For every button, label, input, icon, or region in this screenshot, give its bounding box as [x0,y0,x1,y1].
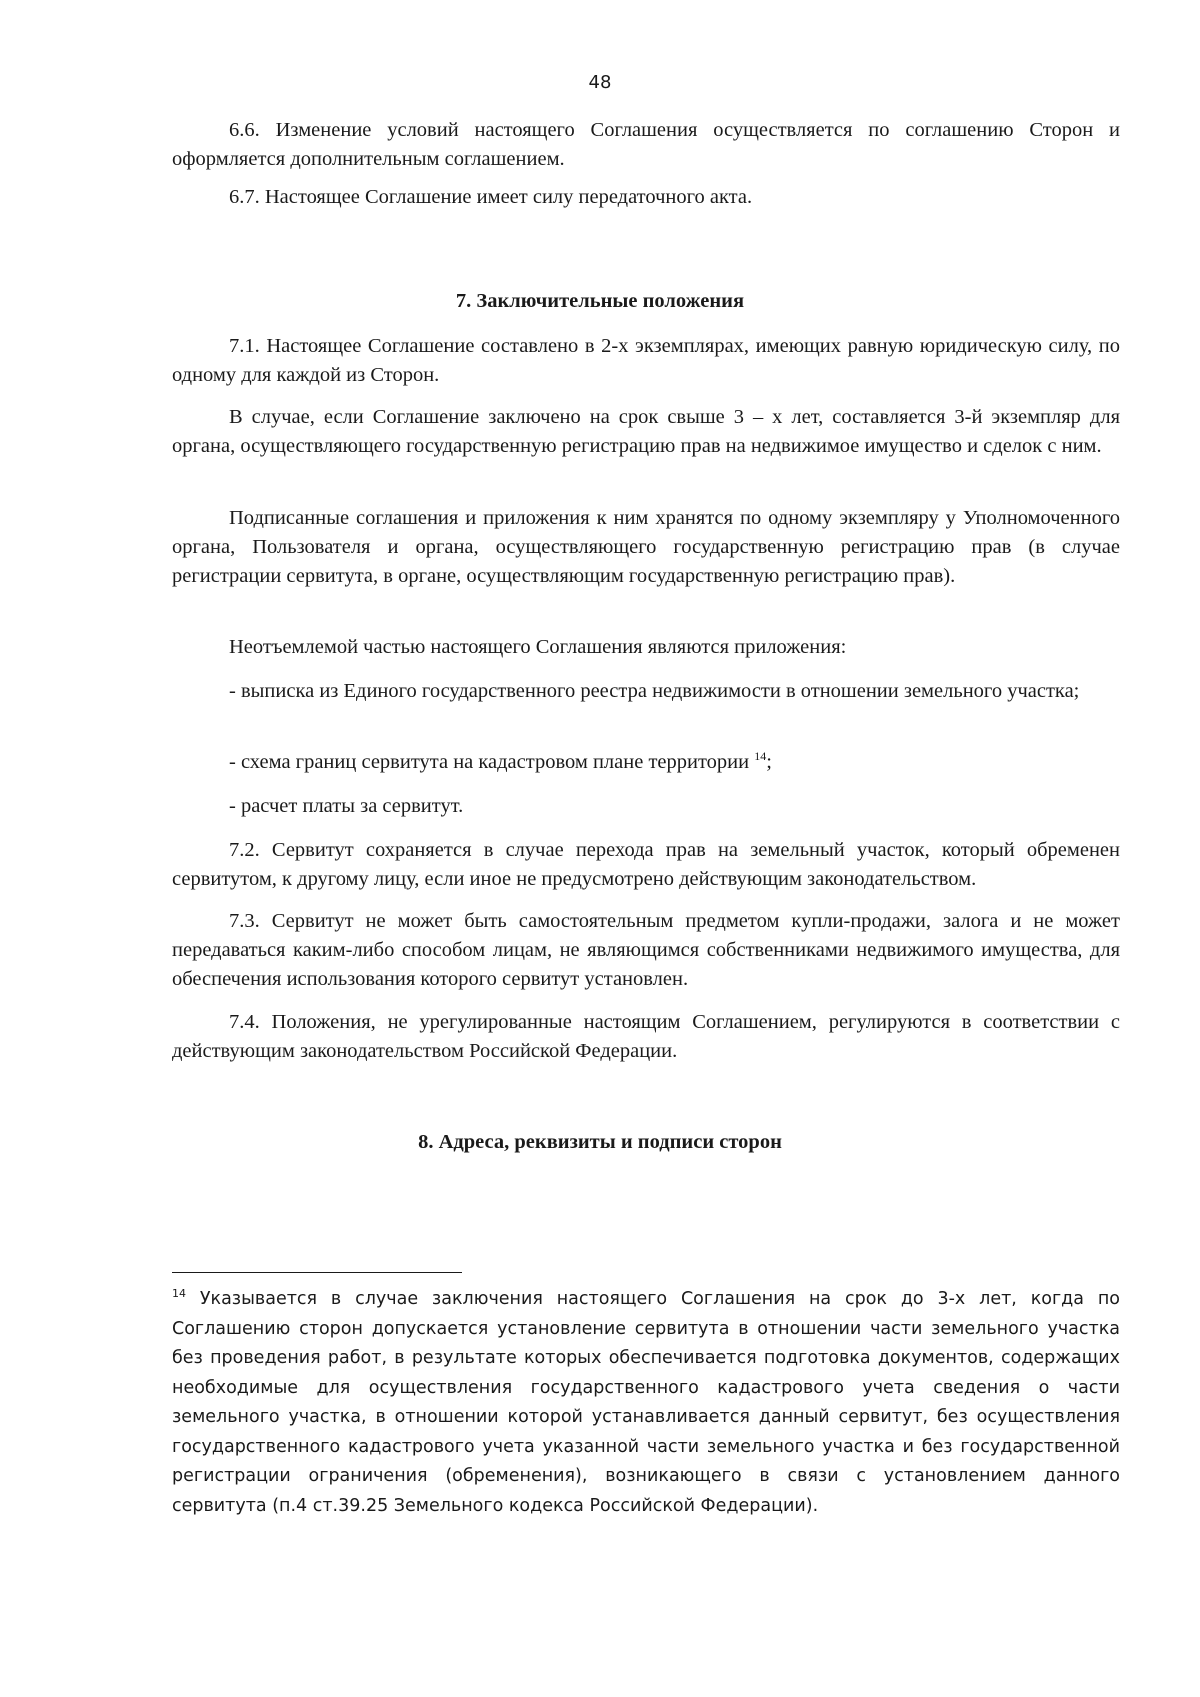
clause-6-7 [172,183,1120,212]
clause-7-4 [172,1008,1120,1066]
paragraph-7-3: 7.3. Сервитут не может быть самостоятельным предметом купли-продажи, залога и не может передаваться каким-либо способом лицам, не являющимся собственниками недвижимого имущества, для обеспечения использования которого сервитут установлен. [172,910,1120,990]
footnote-reference: 14 [754,749,767,764]
paragraph-7-1: 7.1. Настоящее Соглашение составлено в 2-х экземплярах, имеющих равную юридическую силу, по одному для каждой из Сторон. [172,335,1120,386]
list-item: - выписка из Единого государственного реестра недвижимости в отношении земельного участка; [229,680,1080,702]
clause-7-1-annexes [172,633,1120,662]
footnote-mark: 14 [172,1287,186,1301]
clause-6-6 [172,116,1120,174]
footnote-separator [172,1272,462,1273]
clause-7-2 [172,836,1120,894]
list-item-text: - схема границ сервитута на кадастровом плане территории [229,751,755,773]
list-item: - расчет платы за сервитут. [229,795,464,817]
paragraph-6-6: 6.6. Изменение условий настоящего Соглашения осуществляется по соглашению Сторон и оформляется дополнительным соглашением. [172,119,1120,170]
clause-7-3 [172,907,1120,994]
annex-item-payment [172,792,1120,821]
paragraph-third-copy: В случае, если Соглашение заключено на срок свыше 3 – х лет, составляется 3-й экземпляр для органа, осуществляющего государственную регистрацию прав на недвижимое имущество и сделок с ним. [172,406,1120,457]
section-7-heading: 7. Заключительные положения [455,290,745,312]
clause-7-1 [172,332,1120,390]
page-number: 48 [588,72,612,93]
list-item-tail: ; [766,751,772,773]
clause-7-1-copies [172,403,1120,461]
annex-item-extract [172,677,1120,706]
annex-item-scheme [172,748,1120,777]
list-item [172,748,1120,777]
paragraph-7-2: 7.2. Сервитут сохраняется в случае перехода прав на земельный участок, который обременен сервитутом, к другому лицу, если иное не предусмотрено действующим законодательством. [172,839,1120,890]
footnote [172,1285,1120,1521]
paragraph-annexes: Неотъемлемой частью настоящего Соглашения являются приложения: [229,636,847,658]
paragraph-6-7: 6.7. Настоящее Соглашение имеет силу передаточного акта. [229,186,753,208]
clause-7-1-storage [172,504,1120,591]
paragraph-7-4: 7.4. Положения, не урегулированные настоящим Соглашением, регулируются в соответствии с действующим законодательством Российской Федерации. [172,1011,1120,1062]
section-8-heading: 8. Адреса, реквизиты и подписи сторон [418,1131,782,1153]
paragraph-storage: Подписанные соглашения и приложения к ним хранятся по одному экземпляру у Уполномоченного органа, Пользователя и органа, осуществляющего государственную регистрацию прав (в случае регистрации сервитута, в органе, осуществляющим государственную регистрацию прав). [172,507,1120,587]
footnote-text: Указывается в случае заключения настоящего Соглашения на срок до 3-х лет, когда по Соглашению сторон допускается установление сервитута в отношении части земельного участка без проведения работ, в результате которых обеспечивается подготовка документов, содержащих необходимые для осуществления государственного кадастрового учета сведения о части земельного участка, в отношении которой устанавливается данный сервитут, без осуществления государственного кадастрового учета указанной части земельного участка и без государственной регистрации ограничения (обременения), возникающего в связи с установлением данного сервитута (п.4 ст.39.25 Земельного кодекса Российской Федерации). [172,1289,1120,1516]
